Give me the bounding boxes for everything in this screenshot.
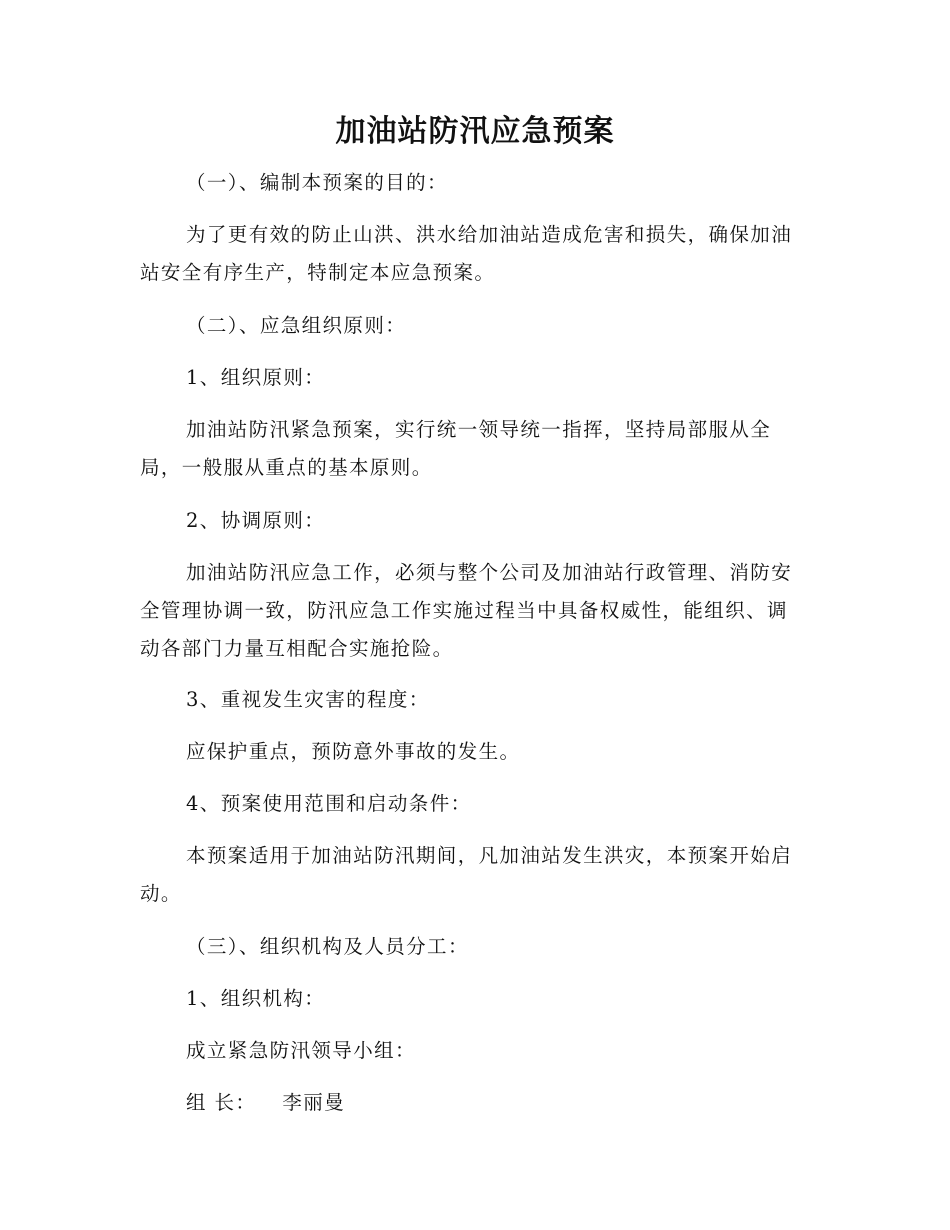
subsection-heading: 1、组织原则： (186, 366, 326, 389)
subsection-heading: 4、预案使用范围和启动条件： (186, 792, 472, 815)
subsection-heading: 3、重视发生灾害的程度： (186, 688, 430, 711)
leader-label: 组 长： (186, 1091, 257, 1114)
section-heading: （二）、应急组织原则： (186, 314, 407, 337)
section-heading: （三）、组织机构及人员分工： (186, 935, 469, 958)
subsection-heading: 1、组织机构： (186, 987, 326, 1010)
section-heading: （一）、编制本预案的目的： (186, 171, 448, 194)
paragraph: 加油站防汛紧急预案，实行统一领导统一指挥，坚持局部服从全局，一般服从重点的基本原则。 (140, 418, 772, 479)
document-title: 加油站防汛应急预案 (335, 114, 615, 149)
subsection-heading: 2、协调原则： (186, 509, 326, 532)
paragraph: 为了更有效的防止山洪、洪水给加油站造成危害和损失，确保加油站安全有序生产，特制定本应急预案。 (140, 223, 793, 284)
leader-line (140, 1084, 846, 1122)
leader-name: 李丽曼 (282, 1091, 346, 1114)
paragraph: 本预案适用于加油站防汛期间，凡加油站发生洪灾，本预案开始启动。 (140, 844, 793, 905)
paragraph: 加油站防汛应急工作，必须与整个公司及加油站行政管理、消防安全管理协调一致，防汛应急工作实施过程当中具备权威性，能组织、调动各部门力量互相配合实施抢险。 (140, 561, 793, 660)
paragraph: 应保护重点，预防意外事故的发生。 (186, 740, 521, 763)
paragraph: 成立紧急防汛领导小组： (186, 1039, 416, 1062)
